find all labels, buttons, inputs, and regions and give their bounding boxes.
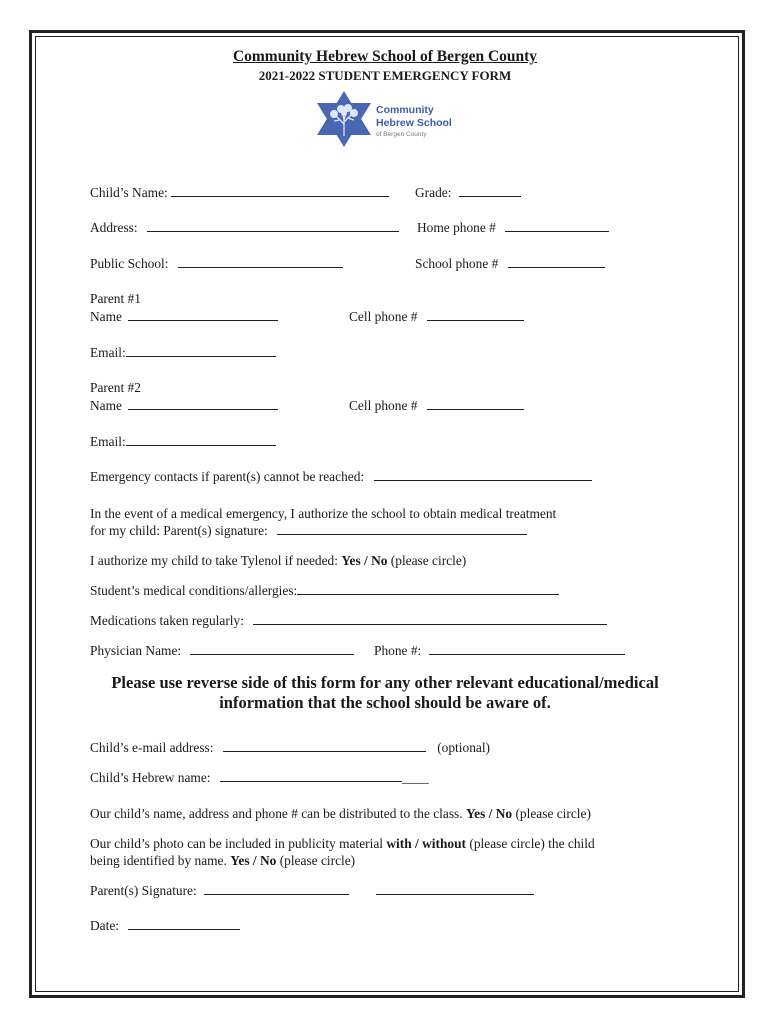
parent-signature-label: Parent(s) Signature:: [90, 883, 197, 898]
parent2-cell-label: Cell phone #: [349, 398, 418, 413]
physician-phone-label: Phone #:: [374, 643, 422, 658]
school-phone-label: School phone #: [415, 256, 499, 271]
medications-row: [90, 613, 607, 629]
medical-signature-row: [90, 523, 527, 539]
photo-name-circle-instruction: (please circle): [279, 853, 356, 868]
logo-text-line1: Community: [376, 104, 434, 116]
parent1-cell-label: Cell phone #: [349, 309, 418, 324]
physician-name-field[interactable]: [190, 643, 354, 655]
parent1-name-field[interactable]: [128, 309, 278, 321]
distribution-consent-row: [90, 806, 591, 822]
parent2-email-field[interactable]: [126, 434, 276, 446]
address-label: Address:: [90, 220, 138, 235]
parent1-heading: Parent #1: [90, 291, 141, 306]
date-label: Date:: [90, 918, 119, 933]
parent1-email-label: Email:: [90, 345, 126, 360]
tylenol-yes-no-choice[interactable]: Yes / No: [341, 553, 388, 568]
logo-text-line3: of Bergen County: [376, 131, 427, 138]
grade-label: Grade:: [415, 185, 452, 200]
photo-consent-text-c: (please circle) the child: [469, 836, 595, 851]
parent-signature-field-1[interactable]: [204, 883, 349, 895]
public-school-label: Public School:: [90, 256, 169, 271]
medical-conditions-field[interactable]: [297, 583, 559, 595]
address-row: [90, 220, 399, 236]
physician-phone-row: [374, 643, 625, 659]
parent2-cell-field[interactable]: [427, 398, 524, 410]
physician-name-row: [90, 643, 354, 659]
distribution-yes-no-choice[interactable]: Yes / No: [465, 806, 513, 821]
form-title: 2021-2022 STUDENT EMERGENCY FORM: [258, 68, 512, 83]
tylenol-label: I authorize my child to take Tylenol if needed:: [90, 553, 338, 568]
photo-name-yes-no-choice[interactable]: Yes / No: [230, 853, 277, 868]
medical-conditions-label: Student’s medical conditions/allergies:: [90, 583, 298, 598]
grade-row: [415, 185, 521, 201]
parent1-cell-field[interactable]: [427, 309, 524, 321]
school-phone-row: [415, 256, 605, 272]
public-school-row: [90, 256, 343, 272]
notice-line1: Please use reverse side of this form for any other relevant educational/medical: [111, 673, 659, 692]
physician-phone-field[interactable]: [429, 643, 625, 655]
parent1-email-field[interactable]: [126, 345, 276, 357]
parent2-name-field[interactable]: [128, 398, 278, 410]
optional-note: (optional): [437, 740, 491, 755]
physician-name-label: Physician Name:: [90, 643, 182, 658]
school-name-title: Community Hebrew School of Bergen County: [232, 48, 538, 65]
tylenol-circle-instruction: (please circle): [390, 553, 467, 568]
public-school-field[interactable]: [178, 256, 343, 268]
emergency-contacts-row: [90, 469, 592, 485]
parent2-name-label: Name: [90, 398, 122, 413]
parent1-name-label: Name: [90, 309, 122, 324]
home-phone-row: [417, 220, 609, 236]
emergency-contacts-label: Emergency contacts if parent(s) cannot be reached:: [90, 469, 365, 484]
reverse-side-notice: [0, 673, 770, 713]
home-phone-label: Home phone #: [417, 220, 496, 235]
tylenol-row: [90, 553, 466, 569]
childs-name-field[interactable]: [171, 185, 389, 197]
date-field[interactable]: [128, 918, 240, 930]
hebrew-name-row: [90, 770, 429, 786]
distribution-consent-text: Our child’s name, address and phone # can be distributed to the class.: [90, 806, 463, 821]
notice-line2: information that the school should be aware of.: [219, 693, 551, 712]
parent2-email-row: [90, 434, 276, 450]
parent2-email-label: Email:: [90, 434, 126, 449]
parent1-name-row: [90, 309, 278, 325]
medications-field[interactable]: [253, 613, 607, 625]
parent-signature-field-2[interactable]: [376, 883, 534, 895]
childs-name-label: Child’s Name:: [90, 185, 168, 200]
distribution-circle-instruction: (please circle): [515, 806, 591, 821]
photo-with-without-choice[interactable]: with / without: [386, 836, 467, 851]
parent1-cell-row: [349, 309, 524, 325]
parent2-cell-row: [349, 398, 524, 414]
parent-signature-row: [90, 883, 534, 899]
parent2-name-row: [90, 398, 278, 414]
photo-consent-text-a: Our child’s photo can be included in publicity material: [90, 836, 384, 851]
hebrew-name-suffix: ____: [401, 770, 429, 785]
child-email-row: [90, 740, 490, 756]
photo-consent-line2: [90, 853, 355, 869]
parent2-heading: Parent #2: [90, 380, 141, 395]
medications-label: Medications taken regularly:: [90, 613, 244, 628]
child-email-field[interactable]: [223, 740, 426, 752]
date-row: [90, 918, 240, 934]
childs-name-row: [90, 185, 389, 201]
logo-text-line2: Hebrew School: [376, 117, 452, 129]
medical-signature-field[interactable]: [277, 523, 527, 535]
medical-conditions-row: [90, 583, 559, 599]
address-field[interactable]: [147, 220, 399, 232]
child-email-label: Child’s e-mail address:: [90, 740, 214, 755]
hebrew-name-field[interactable]: [220, 770, 402, 782]
medical-signature-label: for my child: Parent(s) signature:: [90, 523, 268, 538]
home-phone-field[interactable]: [505, 220, 609, 232]
school-phone-field[interactable]: [508, 256, 605, 268]
parent1-email-row: [90, 345, 276, 361]
photo-consent-text-d: being identified by name.: [90, 853, 227, 868]
photo-consent-line1: [90, 836, 595, 852]
emergency-contacts-field[interactable]: [374, 469, 592, 481]
grade-field[interactable]: [459, 185, 521, 197]
hebrew-name-label: Child’s Hebrew name:: [90, 770, 211, 785]
medical-authorization-text: In the event of a medical emergency, I authorize the school to obtain medical treatment: [90, 506, 557, 521]
star-of-david-tree-icon: [312, 90, 376, 148]
